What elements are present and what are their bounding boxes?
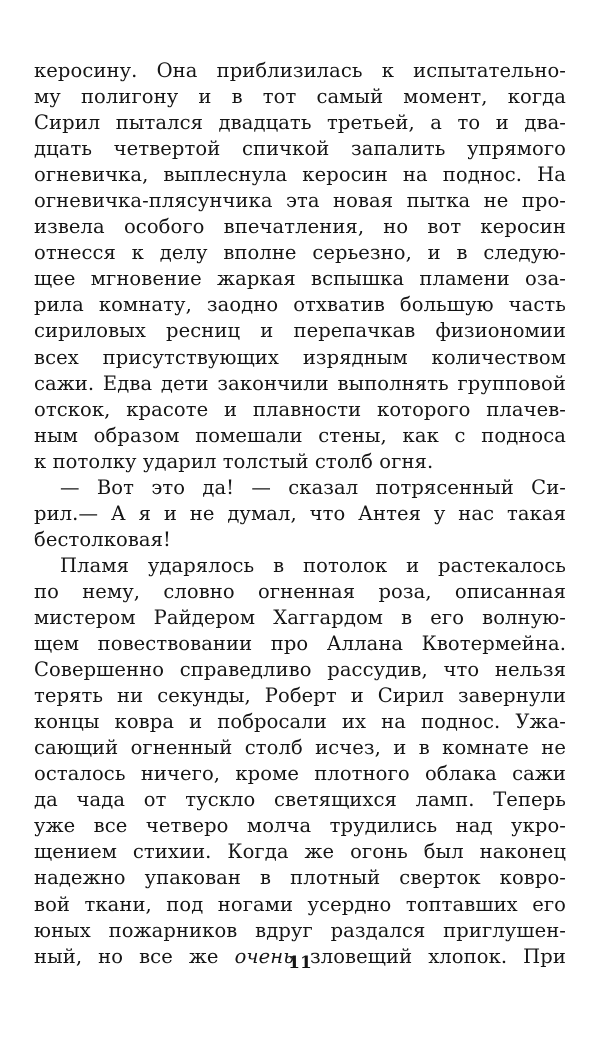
text-fragment: зловещий хлопок. При [309,944,566,968]
text-line: осталось ничего, кроме плотного облака сажи [34,762,566,786]
text-line: бестолковая! [34,527,171,551]
text-line: — Вот это да! — сказал потрясенный Си- [60,475,566,499]
text-line: огневичка, выплеснула керосин на поднос. На [34,163,566,187]
text-line: отскок, красоте и плавности которого плачев- [34,397,566,421]
text-line: му полигону и в тот самый момент, когда [34,85,566,109]
page-number: 11 [288,953,312,973]
emphasis-word: очень [234,944,294,968]
text-line: юных пожарников вдруг раздался приглушен- [34,918,566,942]
text-line: надежно упакован в плотный сверток ковро- [34,866,566,890]
text-line: рил.— А я и не думал, что Антея у нас такая [34,501,566,525]
text-line: дцать четвертой спичкой запалить упрямого [34,137,566,161]
text-line: сириловых ресниц и перепачкав физиономии [34,319,566,343]
text-line: щем повествовании про Аллана Квотермейна. [34,632,566,656]
text-fragment: ный, но все же [34,944,219,968]
body-text [34,58,566,970]
text-line: да чада от тускло светящихся ламп. Теперь [34,788,566,812]
text-line: к потолку ударил толстый столб огня. [34,449,434,473]
text-line: по нему, словно огненная роза, описанная [34,579,566,603]
text-line: огневичка-плясунчика эта новая пытка не про- [34,189,566,213]
text-line: мистером Райдером Хаггардом в его волную- [34,605,566,629]
text-line: всех присутствующих изрядным количеством [34,345,566,369]
text-line: извела особого впечатления, но вот керосин [34,215,566,239]
text-line: сающий огненный столб исчез, и в комнате не [34,736,566,760]
text-line: сажи. Едва дети закончили выполнять групповой [34,371,566,395]
text-line: Пламя ударялось в потолок и растекалось [60,553,566,577]
text-line: уже все четверо молча трудились над укро- [34,814,566,838]
text-line: керосину. Она приблизилась к испытательно- [34,59,566,82]
text-line: ным образом помешали стены, как с подноса [34,423,566,447]
text-line: отнесся к делу вполне серьезно, и в следую- [34,241,566,265]
text-line: концы ковра и побросали их на поднос. Ужа- [34,710,566,734]
text-line: рила комнату, заодно отхватив большую часть [34,293,566,317]
text-line: щением стихии. Когда же огонь был наконец [34,840,566,864]
text-line: Совершенно справедливо рассудив, что нельзя [34,658,566,682]
text-line: щее мгновение жаркая вспышка пламени оза- [34,267,566,291]
text-line: вой ткани, под ногами усердно топтавших его [34,892,566,916]
text-line: Сирил пытался двадцать третьей, а то и два- [34,111,566,135]
text-line: терять ни секунды, Роберт и Сирил завернули [34,684,566,708]
